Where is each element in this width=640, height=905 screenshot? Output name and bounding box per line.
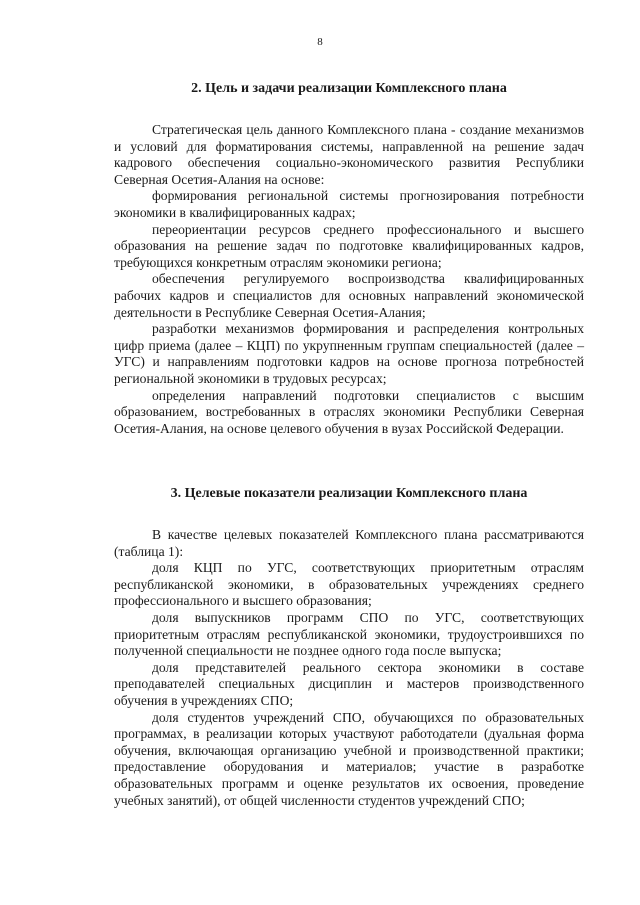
goals-paragraph: переориентации ресурсов среднего профессионального и высшего образования на решение задач по подготовке квалифицированных кадров, требующихся конкретным отраслям экономики региона; <box>114 221 584 270</box>
goals-paragraph: формирования региональной системы прогнозирования потребности экономики в квалифицированных кадрах; <box>114 188 584 220</box>
goals-paragraph: разработки механизмов формирования и распределения контрольных цифр приема (далее – КЦП) по укрупненным группам специальностей (далее – УГС) и направлениям подготовки кадров на основе прогноза потребностей региональной экономики в трудовых ресурсах; <box>114 321 584 386</box>
indicators-paragraph: доля КЦП по УГС, соответствующих приоритетным отраслям республиканской экономики, в образовательных учреждениях среднего профессионального и высшего образования; <box>114 560 584 609</box>
goals-paragraph: определения направлений подготовки специалистов с высшим образованием, востребованных в отраслях экономики Республики Северная Осетия-Алания, на основе целевого обучения в вузах Российской Федерации. <box>114 387 584 436</box>
section-goals-title: 2. Цель и задачи реализации Комплексного плана <box>191 81 507 96</box>
indicators-paragraph: доля студентов учреждений СПО, обучающихся по образовательных программах, в реализации которых участвуют работодатели (дуальная форма обучения, включающая организацию учебной и производственной практики; предоставление оборудования и материалов; участие в разработке образовательных программ и оценке результатов их освоения, проведение учебных занятий), от общей численности студентов учреждений СПО; <box>114 709 584 808</box>
goals-paragraph: Стратегическая цель данного Комплексного плана - создание механизмов и условий для форматирования системы, направленной на решение задач кадрового обеспечения социально-экономического развития Республики Северная Осетия-Алания на основе: <box>114 122 584 187</box>
goals-paragraph: обеспечения регулируемого воспроизводства квалифицированных рабочих кадров и специалистов для основных направлений экономической деятельности в Республике Северная Осетия-Алания; <box>114 271 584 320</box>
indicators-paragraph: доля представителей реального сектора экономики в составе преподавателей специальных дисциплин и мастеров производственного обучения в учреждениях СПО; <box>114 659 584 708</box>
section-indicators-title: 3. Целевые показатели реализации Комплексного плана <box>170 486 528 501</box>
section-goals <box>114 80 584 437</box>
indicators-paragraph: В качестве целевых показателей Комплексного плана рассматриваются (таблица 1): <box>114 527 584 559</box>
section-indicators <box>114 485 584 809</box>
indicators-paragraph: доля выпускников программ СПО по УГС, соответствующих приоритетным отраслям республиканской экономики, трудоустроившихся по полученной специальности не позднее одного года после выпуска; <box>114 609 584 659</box>
page-number: 8 <box>317 36 323 48</box>
